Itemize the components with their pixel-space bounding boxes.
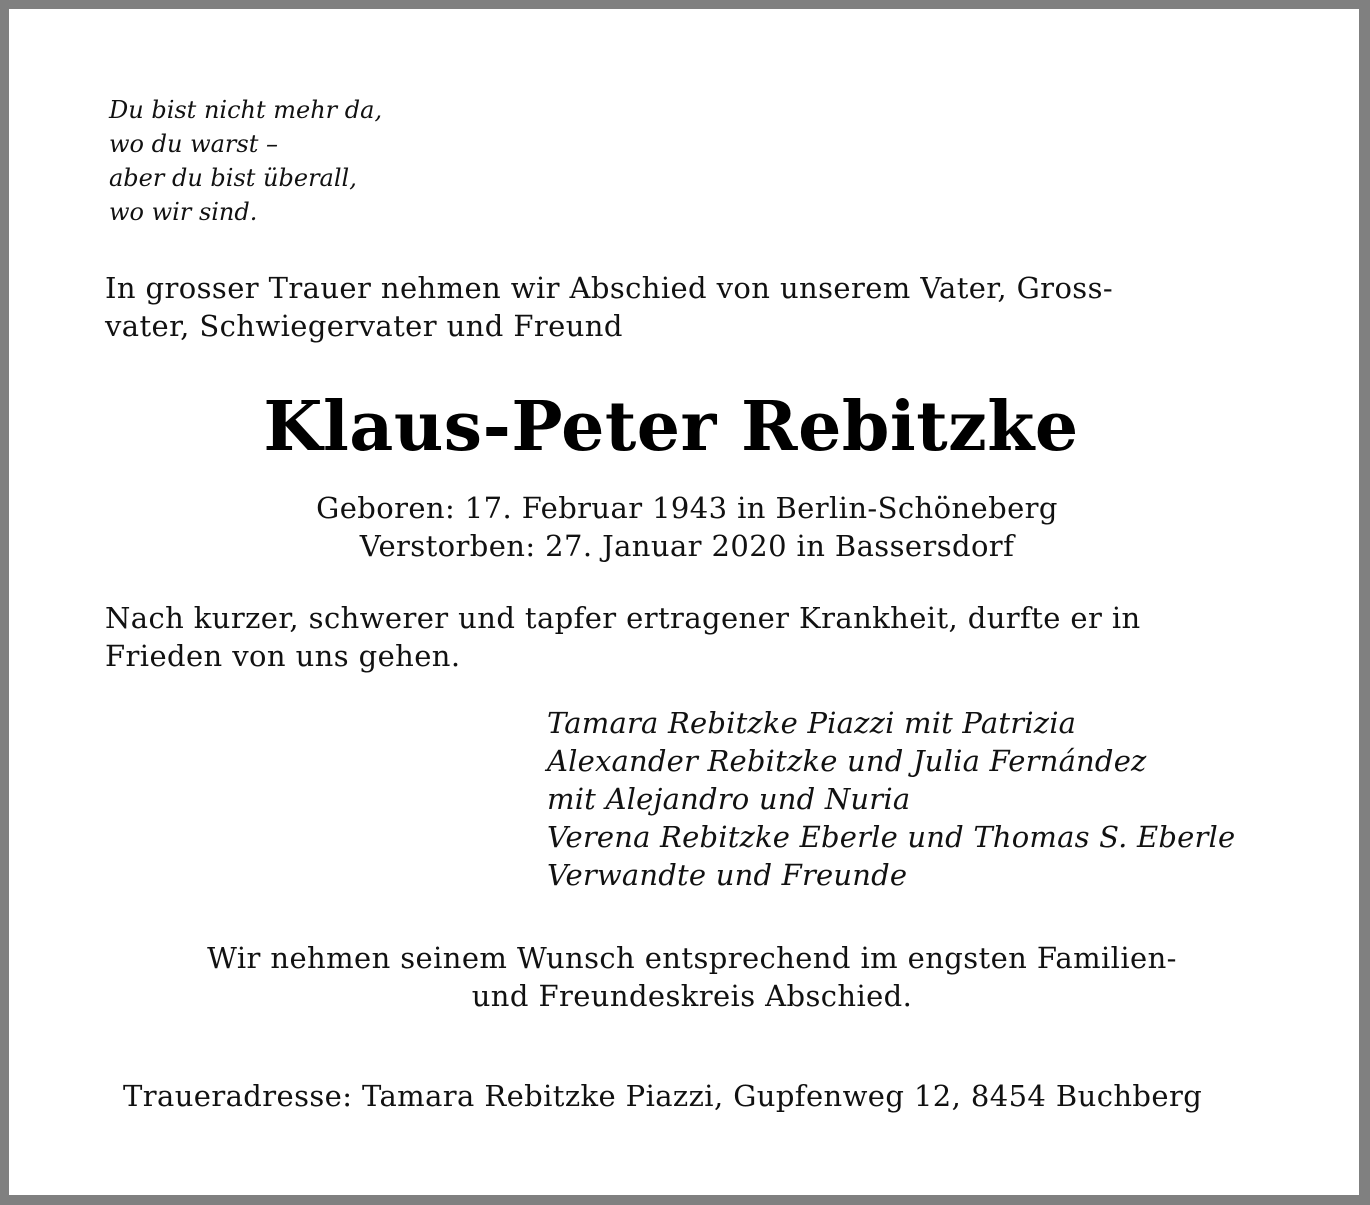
- wish-line: und Freundeskreis Abschied.: [471, 979, 913, 1013]
- life-dates: [9, 489, 1365, 565]
- mourner-line: Verwandte und Freunde: [547, 858, 908, 892]
- mourner-line: Verena Rebitzke Eberle und Thomas S. Eberle: [547, 820, 1236, 854]
- obituary-notice: [9, 9, 1359, 1195]
- mourners-list: [547, 704, 1235, 894]
- intro-line: In grosser Trauer nehmen wir Abschied von unserem Vater, Gross-: [105, 271, 1114, 305]
- intro-paragraph: [105, 269, 1113, 345]
- deceased-name: Klaus-Peter Rebitzke: [263, 387, 1079, 467]
- mourning-address: Traueradresse: Tamara Rebitzke Piazzi, Gupfenweg 12, 8454 Buchberg: [123, 1079, 1203, 1113]
- wish-line: Wir nehmen seinem Wunsch entsprechend im engsten Familien-: [207, 941, 1177, 975]
- verse-line: Du bist nicht mehr da,: [109, 96, 383, 124]
- verse-line: aber du bist überall,: [109, 164, 357, 192]
- mourner-line: mit Alejandro und Nuria: [547, 782, 911, 816]
- birth-date: Geboren: 17. Februar 1943 in Berlin-Schöneberg: [316, 491, 1058, 525]
- mourner-line: Alexander Rebitzke und Julia Fernández: [547, 744, 1147, 778]
- intro-line: vater, Schwiegervater und Freund: [105, 309, 623, 343]
- illness-line: Frieden von uns gehen.: [105, 639, 461, 673]
- death-date: Verstorben: 27. Januar 2020 in Bassersdorf: [359, 529, 1015, 563]
- memorial-verse: [109, 93, 382, 229]
- illness-line: Nach kurzer, schwerer und tapfer ertragener Krankheit, durfte er in: [105, 601, 1141, 635]
- verse-line: wo du warst –: [109, 130, 278, 158]
- illness-paragraph: [105, 599, 1141, 675]
- verse-line: wo wir sind.: [109, 198, 258, 226]
- mourner-line: Tamara Rebitzke Piazzi mit Patrizia: [547, 706, 1077, 740]
- funeral-wish: [9, 939, 1370, 1015]
